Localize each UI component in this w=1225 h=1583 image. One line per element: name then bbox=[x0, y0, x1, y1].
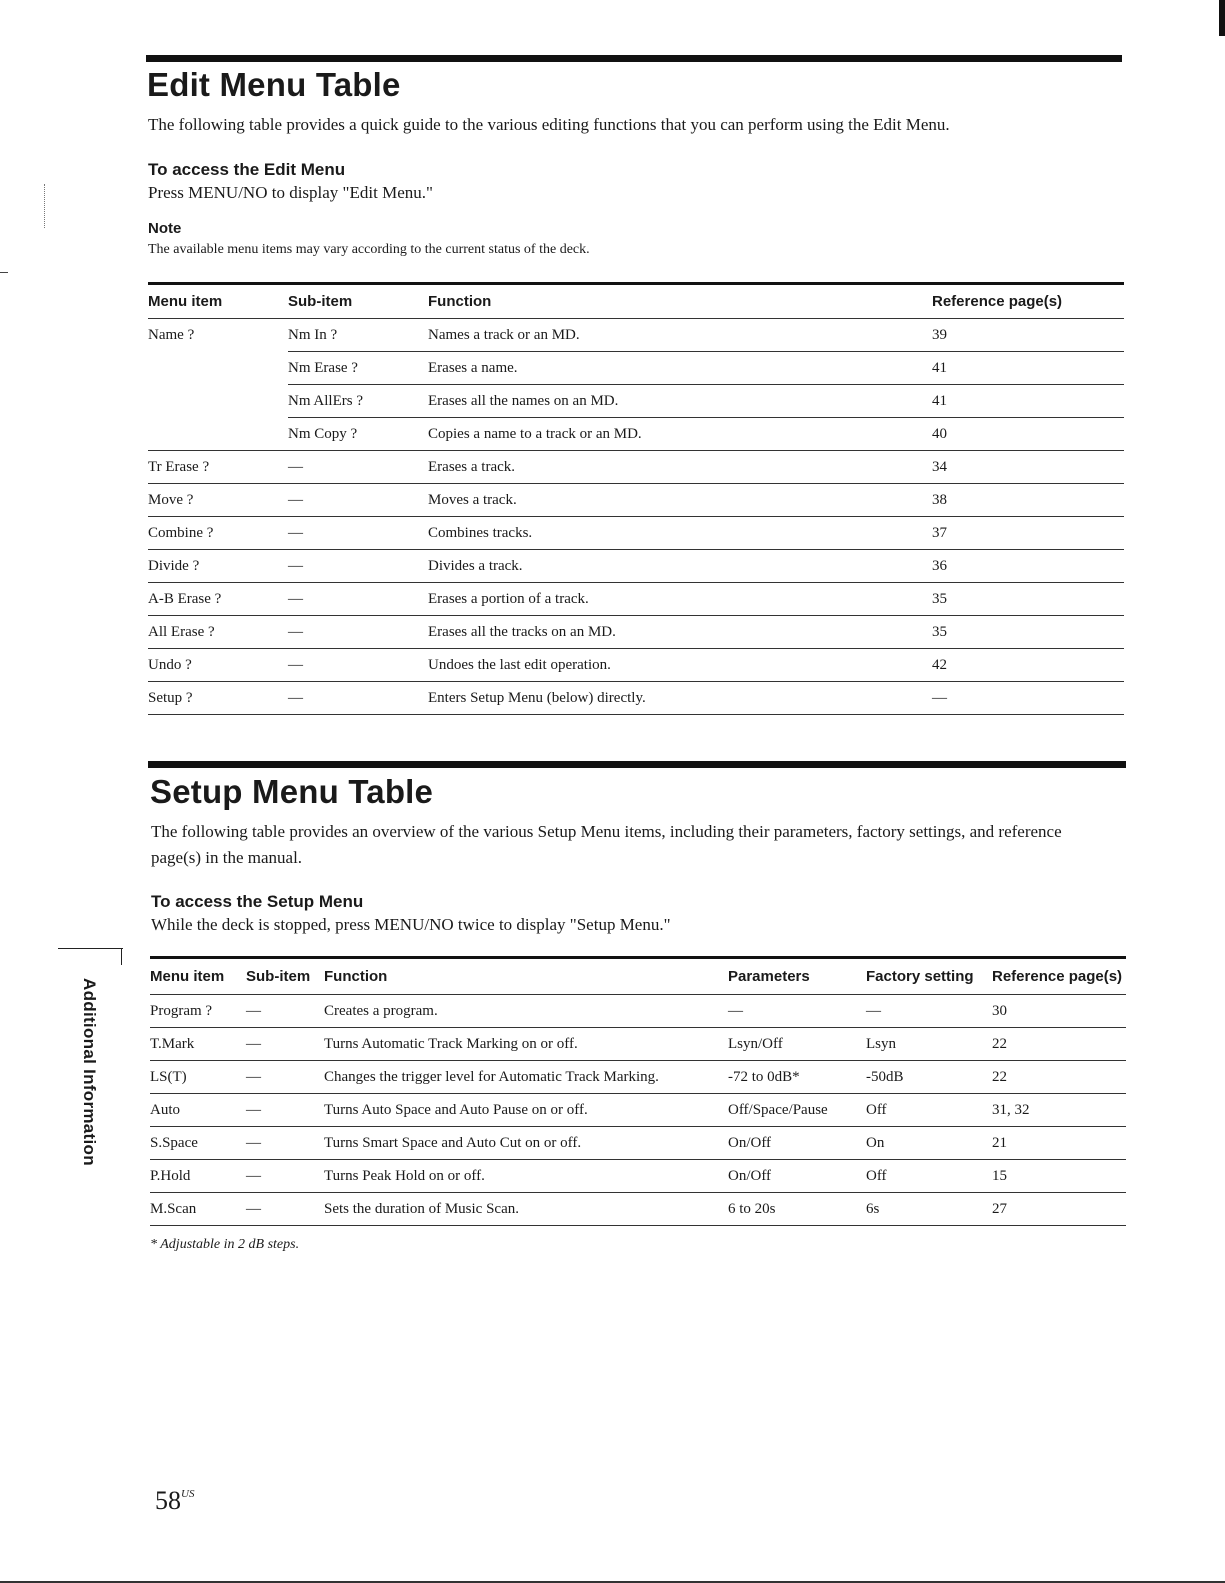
column-header: Function bbox=[428, 284, 932, 319]
function-cell: Turns Auto Space and Auto Pause on or off. bbox=[324, 1094, 728, 1127]
factory-setting-cell: Off bbox=[866, 1094, 992, 1127]
scan-tick-mark bbox=[0, 272, 8, 273]
menu-item-cell bbox=[148, 352, 288, 385]
sub-item-cell: Nm In ? bbox=[288, 319, 428, 352]
table-header-row bbox=[148, 284, 1124, 319]
column-header: Sub-item bbox=[288, 284, 428, 319]
table-row bbox=[148, 319, 1124, 352]
sub-item-cell: — bbox=[246, 1028, 324, 1061]
function-cell: Names a track or an MD. bbox=[428, 319, 932, 352]
factory-setting-cell: 6s bbox=[866, 1193, 992, 1226]
edit-menu-title: Edit Menu Table bbox=[147, 66, 401, 103]
edit-menu-table bbox=[148, 282, 1124, 715]
column-header: Parameters bbox=[728, 958, 866, 995]
menu-item-cell: T.Mark bbox=[150, 1028, 246, 1061]
table-row bbox=[148, 451, 1124, 484]
parameters-cell: On/Off bbox=[728, 1127, 866, 1160]
function-cell: Erases a portion of a track. bbox=[428, 583, 932, 616]
parameters-cell: -72 to 0dB* bbox=[728, 1061, 866, 1094]
menu-item-cell: M.Scan bbox=[150, 1193, 246, 1226]
function-cell: Turns Peak Hold on or off. bbox=[324, 1160, 728, 1193]
sub-item-cell: — bbox=[288, 517, 428, 550]
reference-cell: — bbox=[932, 682, 1124, 715]
function-cell: Moves a track. bbox=[428, 484, 932, 517]
sub-item-cell: — bbox=[288, 451, 428, 484]
column-header: Menu item bbox=[150, 958, 246, 995]
sub-item-cell: — bbox=[288, 616, 428, 649]
column-header: Reference page(s) bbox=[992, 958, 1126, 995]
sub-item-cell: — bbox=[288, 682, 428, 715]
parameters-cell: 6 to 20s bbox=[728, 1193, 866, 1226]
table-row bbox=[148, 583, 1124, 616]
parameters-cell: — bbox=[728, 995, 866, 1028]
parameters-cell: Lsyn/Off bbox=[728, 1028, 866, 1061]
page-number-suffix: US bbox=[181, 1488, 195, 1500]
sub-item-cell: — bbox=[246, 1094, 324, 1127]
function-cell: Erases a name. bbox=[428, 352, 932, 385]
function-cell: Enters Setup Menu (below) directly. bbox=[428, 682, 932, 715]
scan-dotted-mark bbox=[44, 184, 51, 228]
sub-item-cell: — bbox=[288, 649, 428, 682]
side-tab-rule-vertical bbox=[121, 948, 122, 965]
setup-access-text: While the deck is stopped, press MENU/NO twice to display "Setup Menu." bbox=[151, 915, 671, 934]
sub-item-cell: — bbox=[288, 550, 428, 583]
menu-item-cell: Combine ? bbox=[148, 517, 288, 550]
menu-item-cell: Divide ? bbox=[148, 550, 288, 583]
reference-cell: 38 bbox=[932, 484, 1124, 517]
table-row bbox=[148, 682, 1124, 715]
table-row bbox=[148, 616, 1124, 649]
reference-cell: 36 bbox=[932, 550, 1124, 583]
function-cell: Turns Automatic Track Marking on or off. bbox=[324, 1028, 728, 1061]
edit-access-heading: To access the Edit Menu bbox=[148, 160, 346, 179]
table-row bbox=[150, 1061, 1126, 1094]
table-row bbox=[148, 352, 1124, 385]
column-header: Function bbox=[324, 958, 728, 995]
function-cell: Turns Smart Space and Auto Cut on or off. bbox=[324, 1127, 728, 1160]
setup-menu-title: Setup Menu Table bbox=[150, 773, 434, 810]
sub-item-cell: Nm AllErs ? bbox=[288, 385, 428, 418]
menu-item-cell: P.Hold bbox=[150, 1160, 246, 1193]
reference-cell: 40 bbox=[932, 418, 1124, 451]
menu-item-cell: All Erase ? bbox=[148, 616, 288, 649]
function-cell: Creates a program. bbox=[324, 995, 728, 1028]
function-cell: Copies a name to a track or an MD. bbox=[428, 418, 932, 451]
table-row bbox=[148, 517, 1124, 550]
reference-cell: 35 bbox=[932, 616, 1124, 649]
reference-cell: 21 bbox=[992, 1127, 1126, 1160]
setup-menu-table bbox=[150, 956, 1126, 1226]
setup-menu-intro: The following table provides an overview of the various Setup Menu items, including their parameters, factory settings, and reference page(s) in the manual. bbox=[151, 822, 1062, 867]
table-row bbox=[150, 1094, 1126, 1127]
table-row bbox=[148, 550, 1124, 583]
function-cell: Erases a track. bbox=[428, 451, 932, 484]
menu-item-cell: S.Space bbox=[150, 1127, 246, 1160]
note-heading: Note bbox=[148, 220, 182, 237]
reference-cell: 22 bbox=[992, 1028, 1126, 1061]
menu-item-cell bbox=[148, 418, 288, 451]
factory-setting-cell: Off bbox=[866, 1160, 992, 1193]
side-tab-label: Additional Information bbox=[80, 978, 99, 1166]
table-row bbox=[150, 1028, 1126, 1061]
function-cell: Undoes the last edit operation. bbox=[428, 649, 932, 682]
function-cell: Erases all the tracks on an MD. bbox=[428, 616, 932, 649]
menu-item-cell bbox=[148, 385, 288, 418]
table-row bbox=[150, 1193, 1126, 1226]
sub-item-cell: — bbox=[246, 1193, 324, 1226]
reference-cell: 30 bbox=[992, 995, 1126, 1028]
function-cell: Changes the trigger level for Automatic Track Marking. bbox=[324, 1061, 728, 1094]
menu-item-cell: Program ? bbox=[150, 995, 246, 1028]
edit-access-text: Press MENU/NO to display "Edit Menu." bbox=[148, 183, 433, 202]
menu-item-cell: Setup ? bbox=[148, 682, 288, 715]
factory-setting-cell: — bbox=[866, 995, 992, 1028]
setup-section-rule bbox=[148, 761, 1126, 768]
parameters-cell: Off/Space/Pause bbox=[728, 1094, 866, 1127]
note-text: The available menu items may vary according to the current status of the deck. bbox=[148, 242, 590, 257]
function-cell: Combines tracks. bbox=[428, 517, 932, 550]
reference-cell: 35 bbox=[932, 583, 1124, 616]
reference-cell: 37 bbox=[932, 517, 1124, 550]
sub-item-cell: — bbox=[246, 1061, 324, 1094]
sub-item-cell: — bbox=[288, 583, 428, 616]
scan-edge-mark bbox=[1219, 0, 1225, 36]
table-row bbox=[150, 995, 1126, 1028]
table-row bbox=[150, 1127, 1126, 1160]
table-row bbox=[148, 418, 1124, 451]
page-number bbox=[155, 1486, 194, 1516]
reference-cell: 15 bbox=[992, 1160, 1126, 1193]
table-row bbox=[148, 649, 1124, 682]
side-tab-rule bbox=[58, 948, 123, 949]
table-row bbox=[148, 385, 1124, 418]
menu-item-cell: Tr Erase ? bbox=[148, 451, 288, 484]
parameters-cell: On/Off bbox=[728, 1160, 866, 1193]
function-cell: Erases all the names on an MD. bbox=[428, 385, 932, 418]
reference-cell: 41 bbox=[932, 352, 1124, 385]
page-number-value: 58 bbox=[155, 1486, 181, 1515]
footnote: * Adjustable in 2 dB steps. bbox=[150, 1237, 300, 1252]
edit-section-rule bbox=[146, 55, 1122, 62]
function-cell: Divides a track. bbox=[428, 550, 932, 583]
sub-item-cell: — bbox=[288, 484, 428, 517]
reference-cell: 41 bbox=[932, 385, 1124, 418]
menu-item-cell: Name ? bbox=[148, 326, 195, 343]
function-cell: Sets the duration of Music Scan. bbox=[324, 1193, 728, 1226]
menu-item-cell: A-B Erase ? bbox=[148, 583, 288, 616]
menu-item-cell: Move ? bbox=[148, 484, 288, 517]
sub-item-cell: — bbox=[246, 995, 324, 1028]
column-header: Factory setting bbox=[866, 958, 992, 995]
reference-cell: 27 bbox=[992, 1193, 1126, 1226]
reference-cell: 42 bbox=[932, 649, 1124, 682]
reference-cell: 31, 32 bbox=[992, 1094, 1126, 1127]
menu-item-cell: Undo ? bbox=[148, 649, 288, 682]
sub-item-cell: — bbox=[246, 1127, 324, 1160]
factory-setting-cell: -50dB bbox=[866, 1061, 992, 1094]
reference-cell: 39 bbox=[932, 319, 1124, 352]
table-row bbox=[148, 484, 1124, 517]
table-header-row bbox=[150, 958, 1126, 995]
column-header: Menu item bbox=[148, 284, 288, 319]
setup-access-heading: To access the Setup Menu bbox=[151, 892, 364, 911]
edit-menu-intro: The following table provides a quick guide to the various editing functions that you can perform using the Edit Menu. bbox=[148, 115, 950, 134]
reference-cell: 22 bbox=[992, 1061, 1126, 1094]
menu-item-cell: Auto bbox=[150, 1094, 246, 1127]
menu-item-cell: LS(T) bbox=[150, 1061, 246, 1094]
sub-item-cell: Nm Copy ? bbox=[288, 418, 428, 451]
column-header: Sub-item bbox=[246, 958, 324, 995]
factory-setting-cell: On bbox=[866, 1127, 992, 1160]
table-row bbox=[150, 1160, 1126, 1193]
factory-setting-cell: Lsyn bbox=[866, 1028, 992, 1061]
reference-cell: 34 bbox=[932, 451, 1124, 484]
sub-item-cell: — bbox=[246, 1160, 324, 1193]
sub-item-cell: Nm Erase ? bbox=[288, 352, 428, 385]
column-header: Reference page(s) bbox=[932, 284, 1124, 319]
